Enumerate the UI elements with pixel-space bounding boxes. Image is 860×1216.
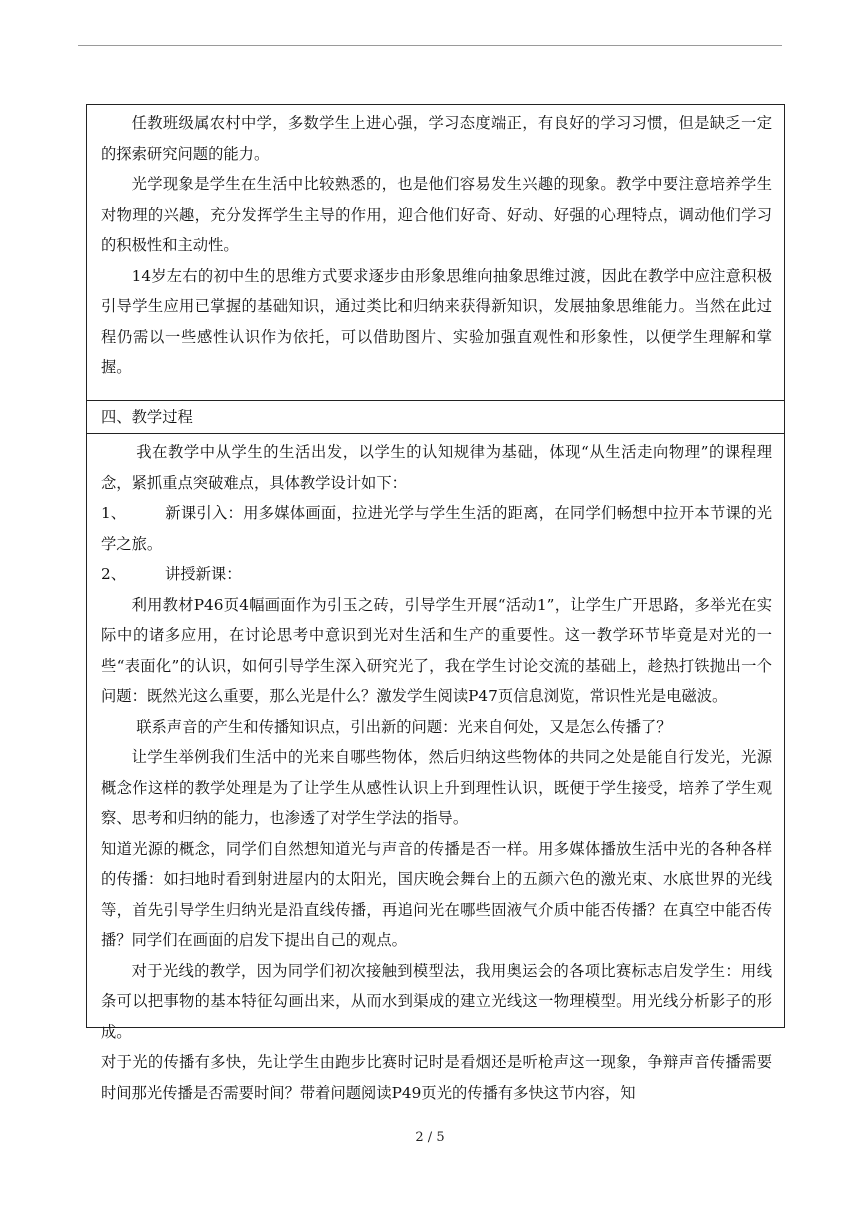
page-number: 2 / 5 — [415, 1130, 445, 1145]
paragraph: 对于光的传播有多快，先让学生由跑步比赛时记时是看烟还是听枪声这一现象，争辩声音传播需要时间那光传播是否需要时间？带着问题阅读P49页光的传播有多快这节内容，知 — [101, 1053, 772, 1102]
header-rule — [78, 45, 782, 46]
paragraph: 知道光源的概念，同学们自然想知道光与声音的传播是否一样。用多媒体播放生活中光的各种各样的传播：如扫地时看到射进屋内的太阳光，国庆晚会舞台上的五颜六色的激光束、水底世界的光线等，首先引导学生归纳光是沿直线传播，再追问光在哪些固液气介质中能否传播？在真空中能否传播？同学们在画面的启发下提出自己的观点。 — [101, 839, 772, 949]
paragraph: 14岁左右的初中生的思维方式要求逐步由形象思维向抽象思维过渡，因此在教学中应注意积极引导学生应用已掌握的基础知识，通过类比和归纳来获得新知识，发展抽象思维能力。当然在此过程仍需以一些感性认识作为依托，可以借助图片、实验加强直观性和形象性，以便学生理解和掌握。 — [101, 266, 772, 376]
table-row — [87, 434, 785, 1028]
section-heading-cell — [87, 401, 785, 434]
list-text: 讲授新课： — [165, 565, 242, 583]
list-number: 2、 — [101, 565, 127, 583]
list-item — [101, 498, 772, 559]
table-row — [87, 105, 785, 401]
paragraph: 让学生举例我们生活中的光来自哪些物体，然后归纳这些物体的共同之处是能自行发光，光源概念作这样的教学处理是为了让学生从感性认识上升到理性认识，既便于学生接受，培养了学生观察、思考和归纳的能力，也渗透了对学生学法的指导。 — [101, 748, 772, 827]
section-heading: 四、教学过程 — [101, 408, 193, 426]
lesson-plan-table — [86, 104, 785, 1102]
paragraph: 光学现象是学生在生活中比较熟悉的，也是他们容易发生兴趣的现象。教学中要注意培养学生对物理的兴趣，充分发挥学生主导的作用，迎合他们好奇、好动、好强的心理特点，调动他们学习的积极性和主动性。 — [101, 175, 772, 254]
process-content — [101, 437, 772, 1102]
paragraph: 联系声音的产生和传播知识点，引出新的问题：光来自何处，又是怎么传播了？ — [136, 717, 672, 736]
paragraph: 任教班级属农村中学，多数学生上进心强，学习态度端正，有良好的学习习惯，但是缺乏一定的探索研究问题的能力。 — [101, 114, 772, 163]
table-row — [87, 401, 785, 434]
list-item — [101, 559, 772, 590]
teaching-process-cell — [87, 434, 785, 1102]
list-text: 新课引入：用多媒体画面，拉进光学与学生生活的距离，在同学们畅想中拉开本节课的光学之旅。 — [101, 504, 772, 553]
paragraph: 利用教材P46页4幅画面作为引玉之砖，引导学生开展“活动1”，让学生广开思路，多举光在实际中的诸多应用，在讨论思考中意识到光对生活和生产的重要性。这一教学环节毕竟是对光的一些“表面化”的认识，如何引导学生深入研究光了，我在学生讨论交流的基础上，趁热打铁抛出一个问题：既然光这么重要，那么光是什么？激发学生阅读P47页信息浏览，常识性光是电磁波。 — [101, 595, 772, 705]
list-number: 1、 — [101, 504, 127, 522]
student-analysis-cell — [87, 105, 785, 401]
paragraph: 对于光线的教学，因为同学们初次接触到模型法，我用奥运会的各项比赛标志启发学生：用线条可以把事物的基本特征勾画出来，从而水到渠成的建立光线这一物理模型。用光线分析影子的形成。 — [101, 961, 772, 1041]
paragraph: 我在教学中从学生的生活出发，以学生的认知规律为基础，体现“从生活走向物理”的课程理念，紧抓重点突破难点，具体教学设计如下： — [101, 443, 772, 492]
